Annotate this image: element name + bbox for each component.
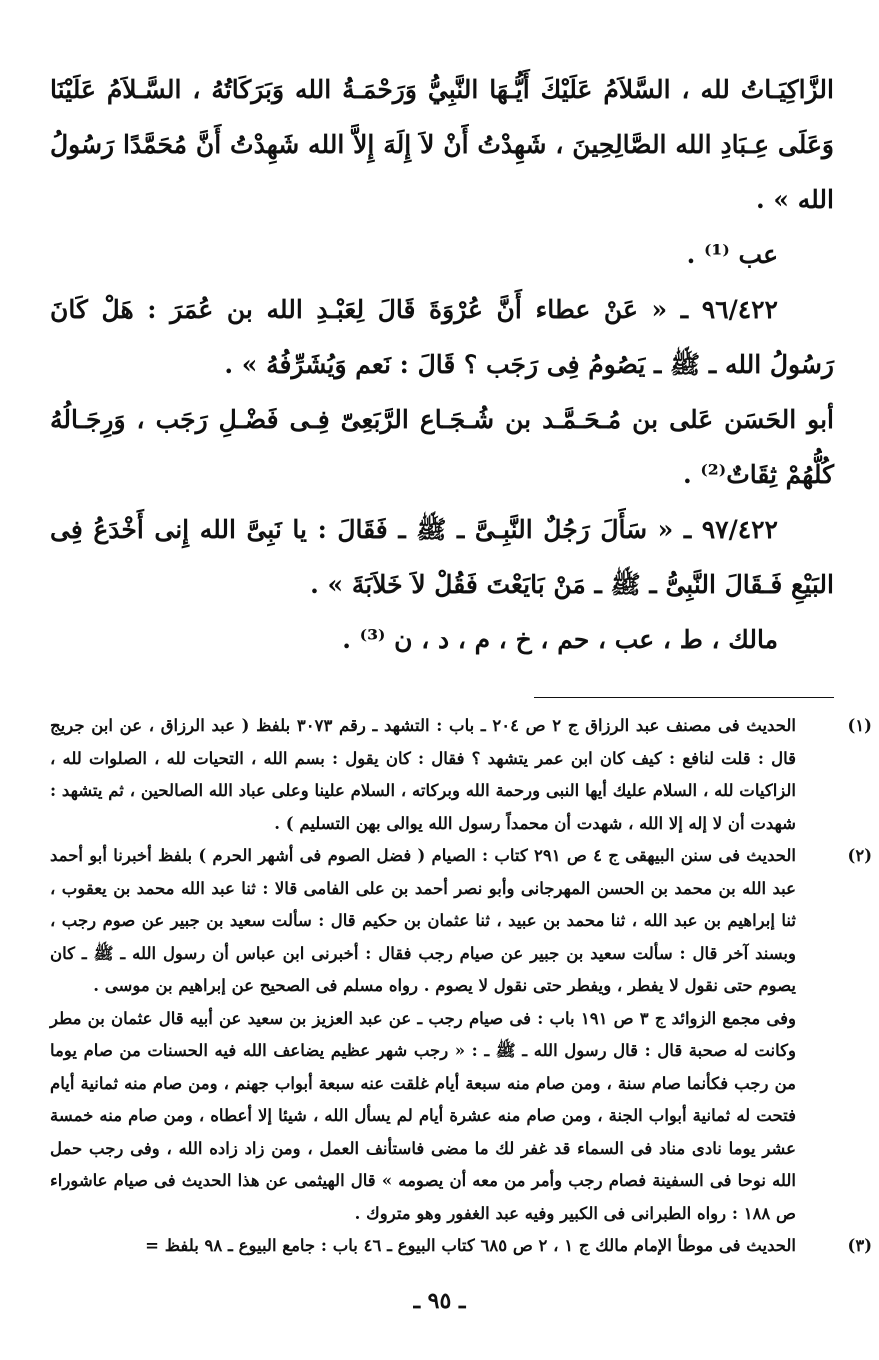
hadith-95-source: عب ⁽¹⁾ . bbox=[686, 240, 778, 269]
footnote-1-number: (١) bbox=[847, 716, 872, 735]
hadith-95-ending: الزَّاكِيَـاتُ لله ، السَّلاَمُ عَلَيْكَ أَيُّـهَا النَّبِيُّ وَرَحْمَـةُ الله وَبَرَكَاتُهُ ، السَّـلاَمُ عَلَيْنَا وَعَلَى عِـبَادِ الله الصَّالِحِينَ ، شَهِدْتُ أَنْ لاَ إِلَهَ إِلاَّ الله شَهِدْتُ أَنَّ مُحَمَّدًا رَسُولُ الله » . bbox=[50, 75, 834, 214]
hadith-97-source: مالك ، ط ، عب ، حم ، خ ، م ، د ، ن ⁽³⁾ . bbox=[342, 625, 778, 654]
footnote-1 bbox=[50, 710, 872, 840]
footnote-1-text: الحديث فى مصنف عبد الرزاق ج ٢ ص ٢٠٤ ـ باب : التشهد ـ رقم ٣٠٧٣ بلفظ ( عبد الرزاق ، عن ابن جريج قال : قلت لنافع : كيف كان ابن عمر يتشهد ؟ فقال : كان يقول : بسم الله ، التحيات لله ، الصلوات لله ، الزاكيات لله ، السلام عليك أيها النبى ورحمة الله وبركاته ، السلام علينا وعلى عباد الله الصالحين ، ثم يتشهد : شهدت أن لا إله إلا الله ، شهدت أن محمداً رسول الله يوالى بهن التسليم ) . bbox=[50, 716, 796, 833]
footnote-3 bbox=[50, 1230, 872, 1263]
footnote-2-number: (٢) bbox=[847, 846, 873, 865]
footnote-3-text: الحديث فى موطأ الإمام مالك ج ١ ، ٢ ص ٦٨٥ كتاب البيوع ـ ٤٦ باب : جامع البيوع ـ ٩٨ بلفظ = bbox=[145, 1236, 796, 1255]
footnote-2-continuation: وفى مجمع الزوائد ج ٣ ص ١٩١ باب : فى صيام رجب ـ عن عبد العزيز بن سعيد عن أبيه قال عثمان بن مطر وكانت له صحبة قال : قال رسول الله ـ ﷺ ـ : « رجب شهر عظيم يضاعف الله فيه الحسنات من صام يوما من رجب فكأنما صام سنة ، ومن صام منه سبعة أيام غلقت عنه سبعة أبواب جهنم ، ومن صام منه ثمانية أيام فتحت له ثمانية أبواب الجنة ، ومن صام منه عشرة أيام لم يسأل الله ، شيئا إلا أعطاه ، ومن صام منه خمسة عشر يوما نادى مناد فى السماء قد غفر لك ما مضى فاستأنف العمل ، ومن زاد زاده الله ، وفى رجب حمل الله نوحا فى السفينة فصام رجب وأمر من معه أن يصومه » قال الهيثمى عن هذا الحديث فى صيام عاشوراء ص ١٨٨ : رواه الطبرانى فى الكبير وفيه عبد الغفور وهو متروك . bbox=[50, 1008, 797, 1223]
page-number: ـ ٩٥ ـ bbox=[413, 1288, 466, 1314]
hadith-96-source: أبو الحَسَن عَلى بن مُـحَـمَّـد بن شُـجَـاع الرَّبَعِىّ فِـى فَضْـلِ رَجَب ، وَرِجَـالُهُ كُلُّهُمْ ثِقَاتٌ⁽²⁾ . bbox=[50, 405, 834, 489]
page-body bbox=[50, 62, 873, 1263]
footnote-2-text: الحديث فى سنن البيهقى ج ٤ ص ٢٩١ كتاب : الصيام ( فضل الصوم فى أشهر الحرم ) بلفظ أخبرنا أبو أحمد عبد الله بن محمد بن الحسن المهرجانى وأبو نصر أحمد بن على الفامى قالا : ثنا عبد الله محمد بن يعقوب ، ثنا إبراهيم بن عبد الله ، ثنا محمد بن عبيد ، ثنا عثمان بن حكيم قال : سألت سعيد بن جبير عن صوم رجب ، وبسند آخر قال : سألت سعيد بن جبير عن صيام رجب فقال : أخبرنى ابن عباس أن رسول الله ـ ﷺ ـ كان يصوم حتى نقول لا يفطر ، ويفطر حتى نقول لا يصوم . رواه مسلم فى الصحيح عن إبراهيم بن موسى . bbox=[50, 846, 797, 995]
main-text bbox=[50, 62, 834, 667]
footnote-3-number: (٣) bbox=[847, 1236, 872, 1255]
hadith-97: ٩٧/٤٢٢ ـ « سَأَلَ رَجُلٌ النَّبِـىَّ ـ ﷺ ـ فَقَالَ : يا نَبِىَّ الله إِنى أَخْدَعُ فِى البَيْعِ فَـقَالَ النَّبِىُّ ـ ﷺ ـ مَنْ بَايَعْتَ فَقُلْ لاَ خَلاَبَةَ » . bbox=[50, 515, 834, 599]
hadith-96: ٩٦/٤٢٢ ـ « عَنْ عطاء أَنَّ عُرْوَةَ قَالَ لِعَبْـدِ الله بن عُمَرَ : هَلْ كَانَ رَسُولُ الله ـ ﷺ ـ يَصُومُ فِى رَجَب ؟ قَالَ : نَعم وَيُشَرِّفُهُ » . bbox=[50, 295, 834, 379]
footnote-divider bbox=[534, 697, 834, 698]
footnote-2 bbox=[50, 840, 873, 1003]
footnotes bbox=[50, 710, 873, 1263]
